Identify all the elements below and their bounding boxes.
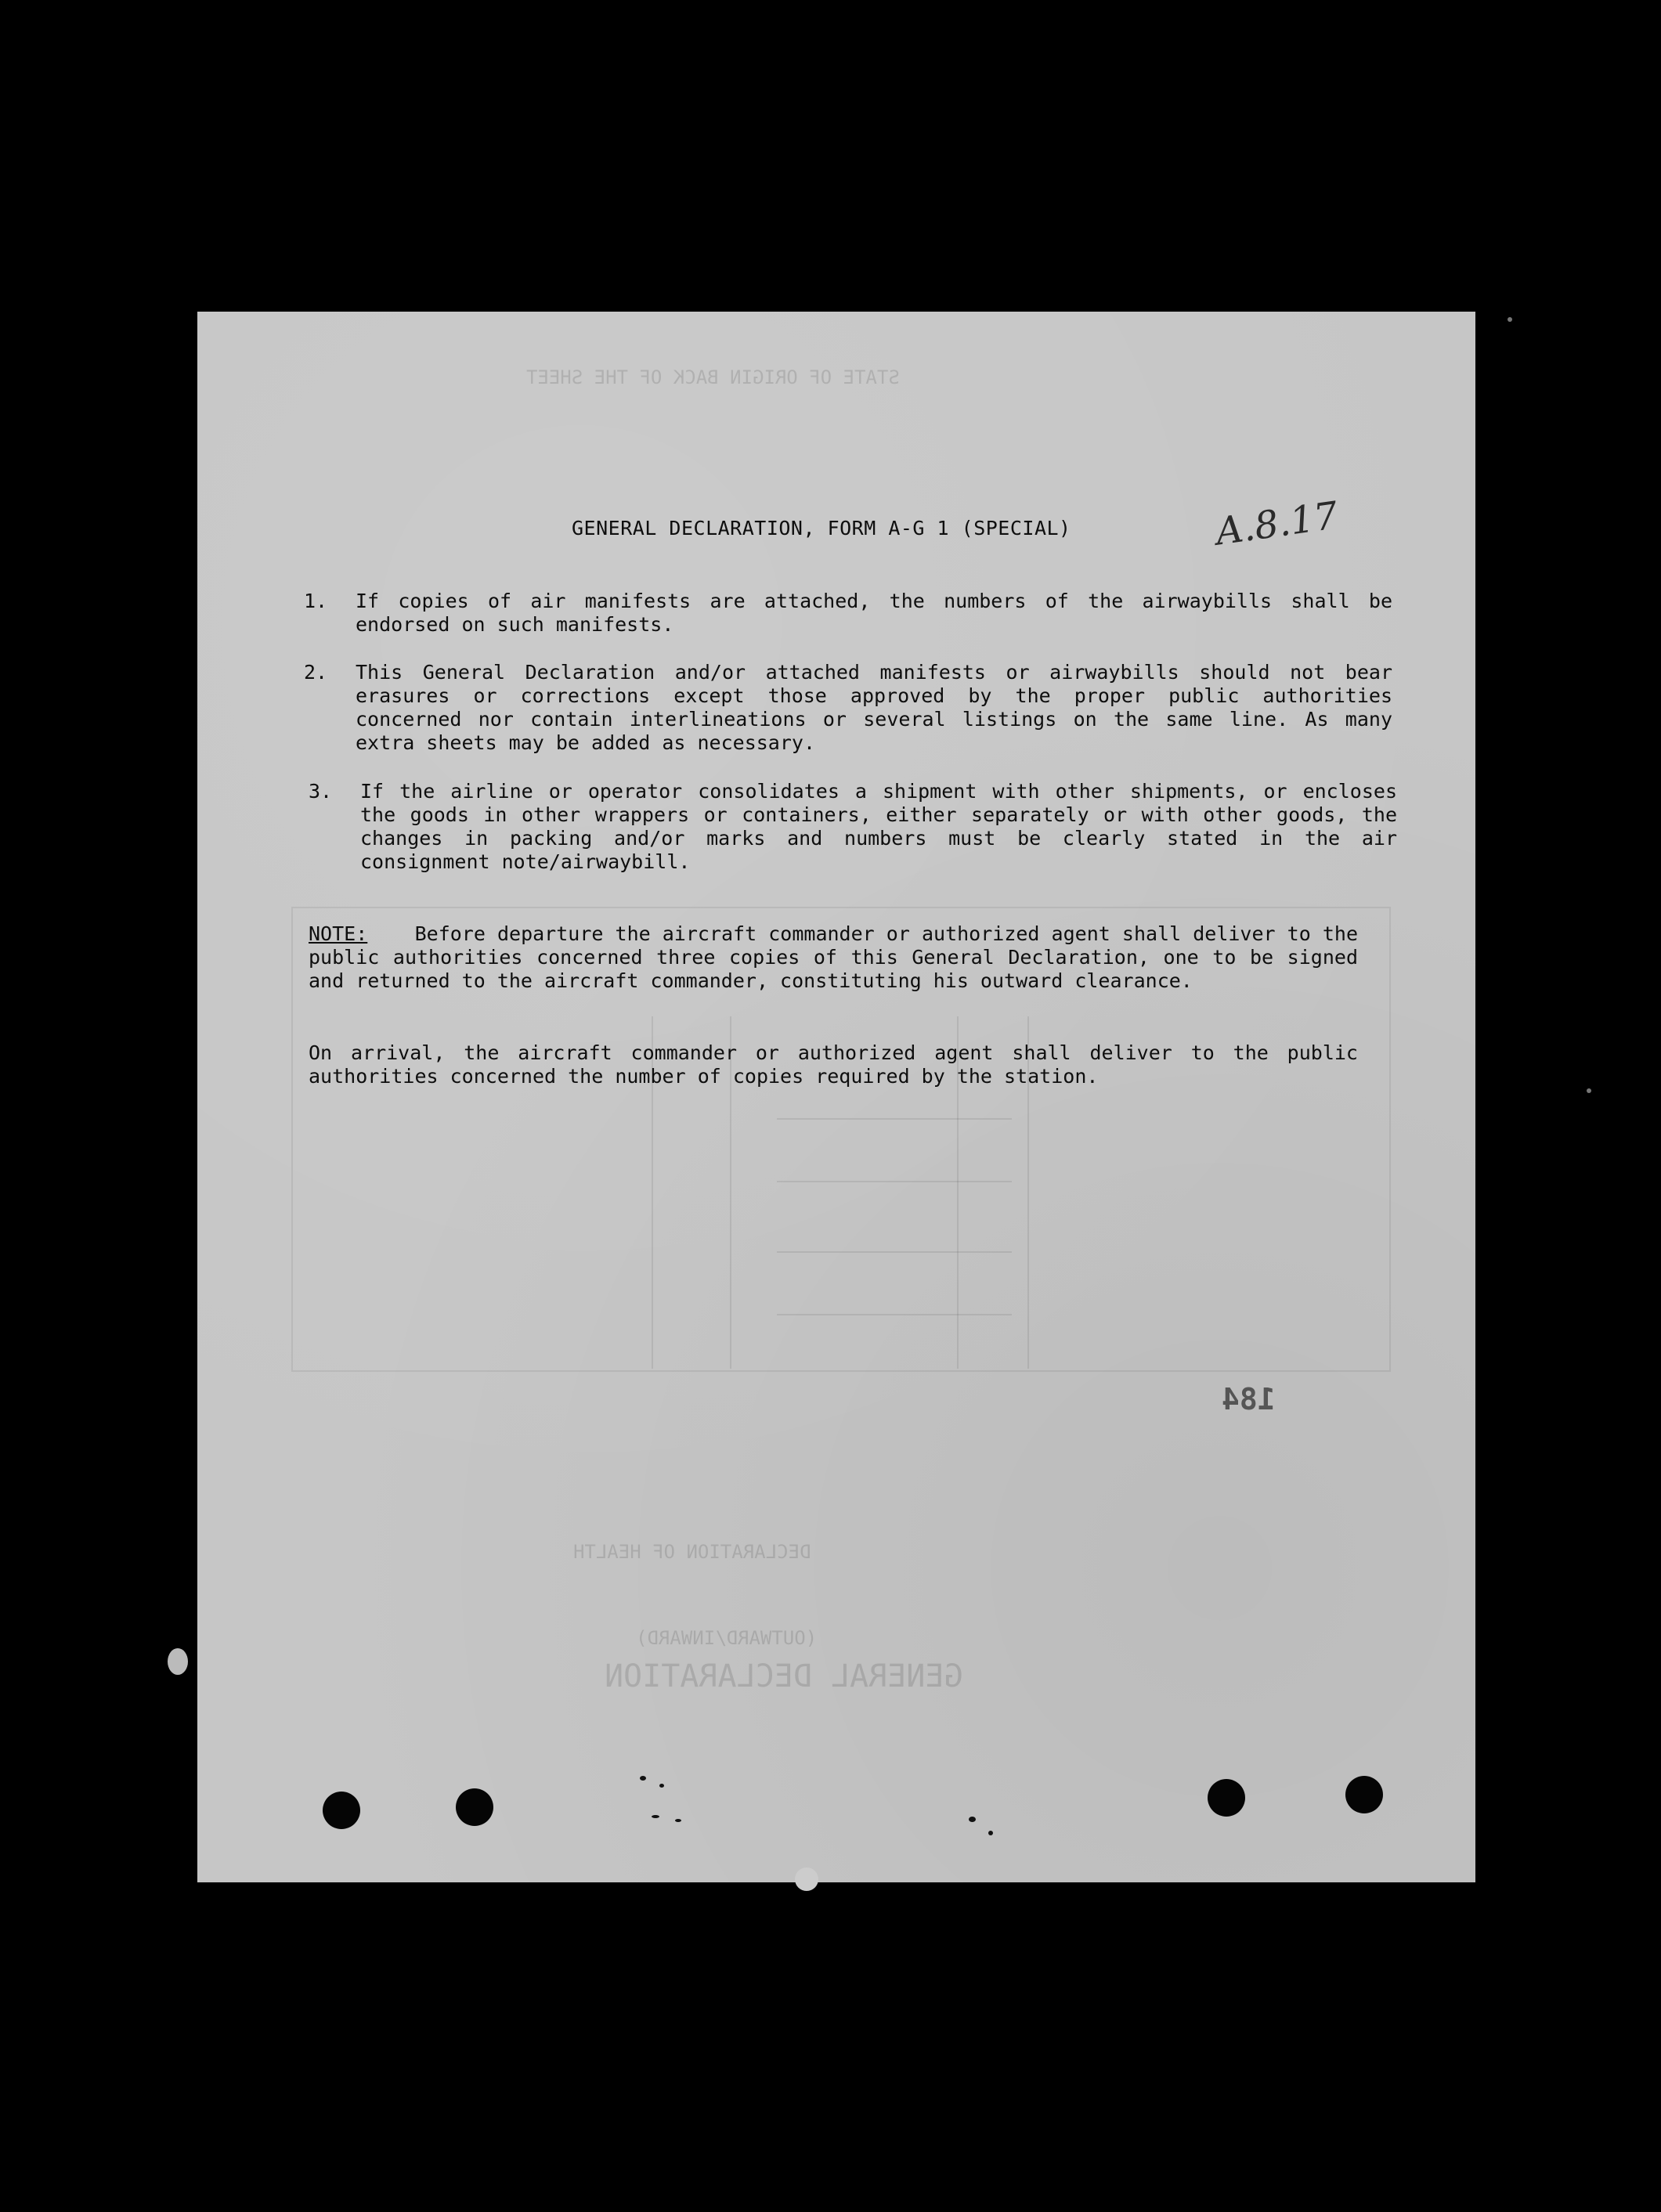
item-number: 1. [304,590,328,612]
show-through-line [777,1251,1012,1253]
show-through-line [777,1314,1012,1315]
show-through-heading: STATE OF ORIGIN BACK OF THE SHEET [526,366,900,388]
ink-speck [988,1831,993,1835]
show-through-line [777,1181,1012,1182]
note-paragraph [309,922,1358,993]
item-text: This General Declaration and/or attached manifests or airwaybills should not bear erasures or corrections except those approved by the proper public authorities concerned nor contain interlineations or several listings on the same line. As many extra sheets may be added as necessary. [356,661,1392,754]
ink-speck [652,1815,659,1818]
scan-speck [1587,1088,1591,1093]
item-number: 2. [304,661,328,684]
show-through-text: GENERAL DECLARATION [605,1658,963,1694]
punch-hole [323,1792,360,1829]
show-through-text: (OUTWARD/INWARD) [636,1627,818,1649]
scan-speck [168,1648,188,1675]
note-text: Before departure the aircraft commander or authorized agent shall deliver to the public authorities concerned three copies of this General Declaration, one to be signed and returned to the aircraft commander, constituting his outward clearance. [309,922,1358,992]
scan-speck [1508,317,1512,322]
ink-speck [659,1784,664,1788]
item-text: If copies of air manifests are attached, the numbers of the airwaybills shall be endorsed on such manifests. [356,590,1392,636]
document-page [197,312,1475,1882]
show-through-line [777,1118,1012,1120]
show-through-page-number: 184 [1222,1382,1276,1416]
arrival-paragraph: On arrival, the aircraft commander or authorized agent shall deliver to the public authorities concerned the number of copies required by the station. [309,1041,1358,1088]
item-text: If the airline or operator consolidates a shipment with other shipments, or encloses the goods in other wrappers or containers, either separately or with other goods, the changes in packing and/or marks and numbers must be clearly stated in the air consignment note/airwaybill. [360,780,1397,873]
page-title: GENERAL DECLARATION, FORM A-G 1 (SPECIAL) [572,517,1071,539]
show-through-text: DECLARATION OF HEALTH [573,1541,811,1563]
punch-hole [1208,1779,1245,1817]
ink-speck [675,1819,681,1822]
scan-speck [795,1867,818,1891]
note-label: NOTE: [309,922,368,945]
ink-speck [969,1817,976,1822]
punch-hole [456,1788,493,1826]
ink-speck [640,1776,646,1781]
punch-hole [1345,1776,1383,1813]
handwritten-mark: A.8.17 [1212,493,1341,554]
item-number: 3. [309,780,333,803]
